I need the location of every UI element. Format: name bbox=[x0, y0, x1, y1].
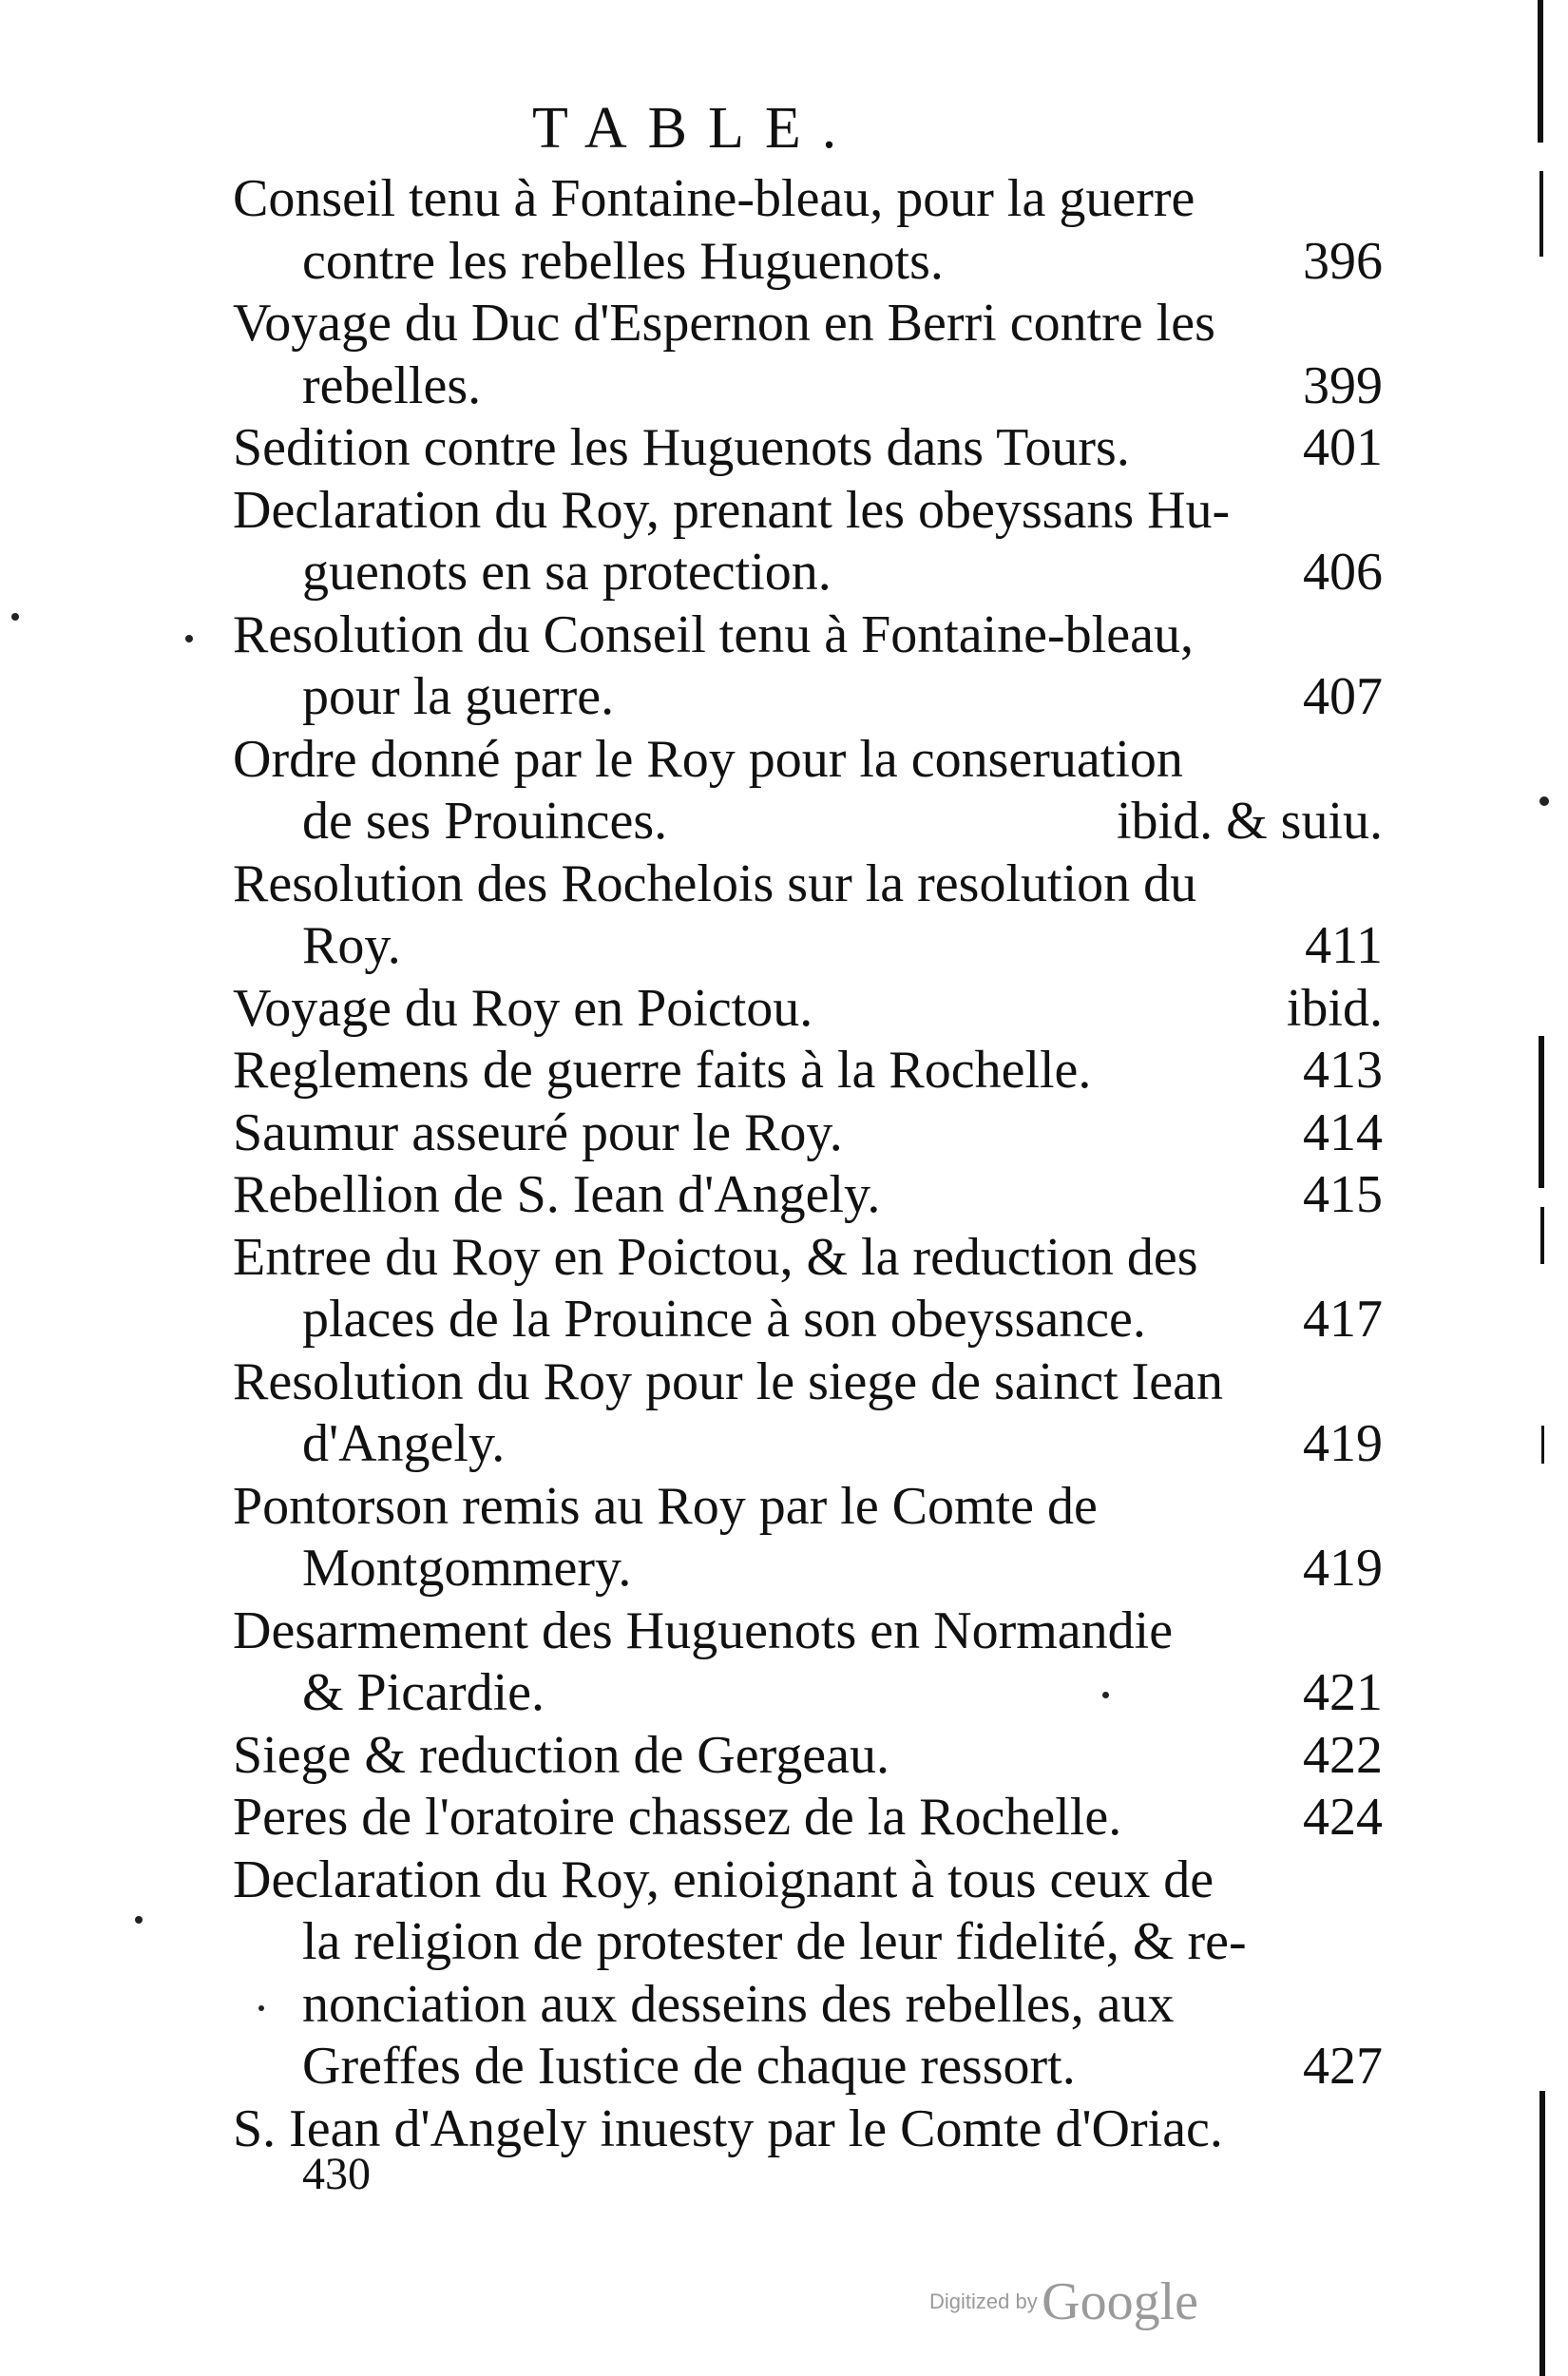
toc-page-reference: 406 bbox=[1303, 543, 1383, 602]
toc-entry-title: Resolution du Roy pour le siege de sainct Iean bbox=[233, 1352, 1223, 1411]
toc-entry-continuation: pour la guerre. bbox=[302, 667, 615, 726]
toc-entry-continuation: contre les rebelles Huguenots. bbox=[302, 232, 944, 291]
ink-speck bbox=[1539, 796, 1549, 806]
toc-entry-title: Resolution des Rochelois sur la resolution du bbox=[233, 854, 1197, 913]
toc-entry-title: Saumur asseuré pour le Roy. bbox=[233, 1103, 843, 1162]
toc-entry-continuation: Greffes de Iustice de chaque ressort. bbox=[302, 2037, 1076, 2096]
toc-entry-title: Voyage du Duc d'Espernon en Berri contre les bbox=[233, 294, 1215, 353]
toc-entry-continuation: & Picardie. bbox=[302, 1663, 545, 1722]
toc-page-reference: 417 bbox=[1303, 1290, 1383, 1349]
toc-entry-title: Reglemens de guerre faits à la Rochelle. bbox=[233, 1041, 1092, 1100]
digitization-watermark bbox=[929, 2271, 1198, 2332]
toc-page-reference: 421 bbox=[1303, 1663, 1383, 1722]
toc-entry-continuation: rebelles. bbox=[302, 356, 482, 415]
toc-entry-title: Ordre donné par le Roy pour la conseruation bbox=[233, 730, 1183, 789]
toc-entry-title: Sedition contre les Huguenots dans Tours. bbox=[233, 418, 1130, 477]
watermark-prefix: Digitized by bbox=[929, 2290, 1038, 2313]
toc-entry-continuation: de ses Prouinces. bbox=[302, 792, 668, 851]
ink-speck bbox=[11, 613, 19, 621]
toc-entry-continuation: Montgommery. bbox=[302, 1539, 632, 1598]
toc-entry-title: Peres de l'oratoire chassez de la Rochelle. bbox=[233, 1788, 1122, 1847]
toc-entry-title: Conseil tenu à Fontaine-bleau, pour la guerre bbox=[233, 169, 1195, 228]
toc-entry-title: Declaration du Roy, prenant les obeyssans Hu- bbox=[233, 481, 1231, 540]
ink-speck bbox=[185, 635, 193, 642]
toc-page-reference: 396 bbox=[1303, 232, 1383, 291]
toc-page-reference: 419 bbox=[1303, 1414, 1383, 1473]
toc-entry-title: Desarmement des Huguenots en Normandie bbox=[233, 1601, 1174, 1660]
toc-page-reference: 427 bbox=[1303, 2037, 1383, 2096]
ink-speck bbox=[135, 1916, 143, 1924]
page-number: 430 bbox=[302, 2149, 371, 2199]
toc-entry-title: Rebellion de S. Iean d'Angely. bbox=[233, 1165, 881, 1224]
toc-page-reference: 422 bbox=[1303, 1726, 1383, 1785]
toc-entry-continuation: d'Angely. bbox=[302, 1414, 506, 1473]
toc-page-reference: 419 bbox=[1303, 1539, 1383, 1598]
ink-speck bbox=[1102, 1692, 1109, 1698]
toc-entry-title: Pontorson remis au Roy par le Comte de bbox=[233, 1477, 1098, 1536]
toc-page-reference: 401 bbox=[1303, 418, 1383, 477]
toc-entry-title: S. Iean d'Angely inuesty par le Comte d'Oriac. bbox=[233, 2099, 1223, 2158]
google-logo: Google bbox=[1042, 2272, 1199, 2331]
toc-entry-continuation: places de la Prouince à son obeyssance. bbox=[302, 1290, 1146, 1349]
toc-entry-continuation: guenots en sa protection. bbox=[302, 543, 832, 602]
toc-page-reference: 424 bbox=[1303, 1788, 1383, 1847]
ink-speck bbox=[258, 2005, 264, 2011]
toc-entry-title: Voyage du Roy en Poictou. bbox=[233, 979, 813, 1038]
toc-entry-title: Declaration du Roy, enioignant à tous ceux de bbox=[233, 1850, 1214, 1909]
toc-entry-title: Resolution du Conseil tenu à Fontaine-bleau, bbox=[233, 605, 1194, 664]
toc-entry-title: Entree du Roy en Poictou, & la reduction des bbox=[233, 1228, 1198, 1287]
toc-page-reference: 399 bbox=[1303, 356, 1383, 415]
page-header-title: TABLE. bbox=[532, 96, 858, 161]
toc-page-reference: 414 bbox=[1303, 1103, 1383, 1162]
toc-page-reference: 407 bbox=[1303, 667, 1383, 726]
toc-entry-continuation: Roy. bbox=[302, 916, 401, 975]
toc-entry-continuation: la religion de protester de leur fidelité, & re- bbox=[302, 1912, 1247, 1971]
toc-page-reference: 413 bbox=[1303, 1041, 1383, 1100]
toc-entry-continuation: nonciation aux desseins des rebelles, aux bbox=[302, 1975, 1175, 2034]
toc-page-reference: 411 bbox=[1305, 916, 1383, 975]
toc-page-reference: 415 bbox=[1303, 1165, 1383, 1224]
toc-entry-title: Siege & reduction de Gergeau. bbox=[233, 1726, 889, 1785]
toc-page-reference: ibid. bbox=[1286, 979, 1383, 1038]
toc-page-reference: ibid. & suiu. bbox=[1116, 792, 1383, 851]
